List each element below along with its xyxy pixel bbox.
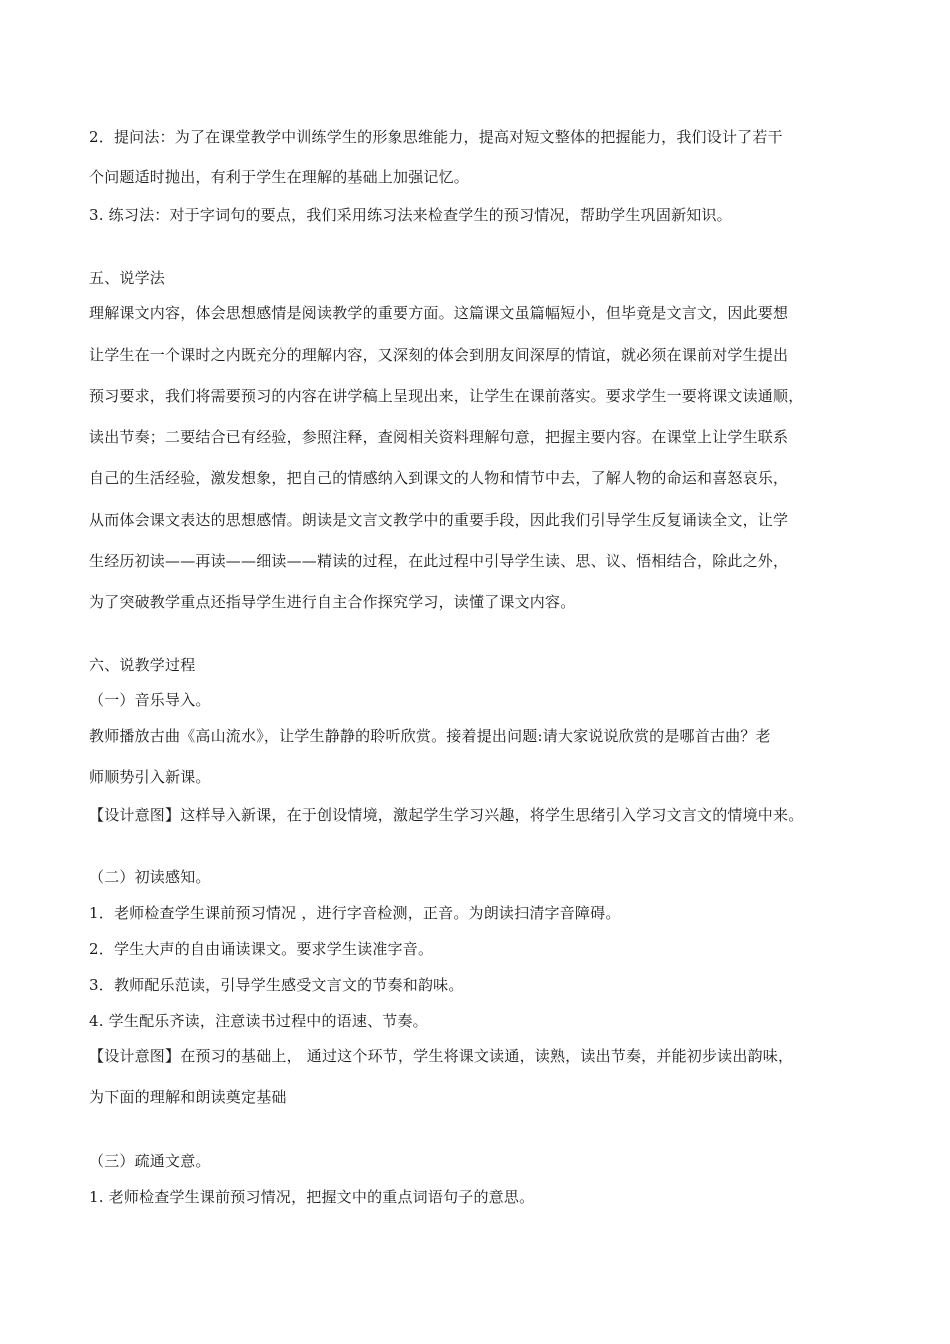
step-2-design-intent-line-1: 【设计意图】在预习的基础上， 通过这个环节，学生将课文读通，读熟，读出节奏，并能初步读出韵味， xyxy=(89,1047,794,1065)
step-2-item-4: 4. 学生配乐齐读，注意读书过程中的语速、节奏。 xyxy=(89,1012,428,1030)
step-1-line-1: 教师播放古曲《高山流水》，让学生静静的聆听欣赏。接着提出问题:请大家说说欣赏的是哪首古曲？老 xyxy=(89,727,771,745)
section-5-paragraph-line-7: 生经历初读——再读——细读——精读的过程，在此过程中引导学生读、思、议、悟相结合，除此之外， xyxy=(89,552,789,570)
step-2-item-3: 3．教师配乐范读，引导学生感受文言文的节奏和韵味。 xyxy=(89,976,464,994)
section-5-paragraph-line-5: 自己的生活经验，激发想象，把自己的情感纳入到课文的人物和情节中去，了解人物的命运和喜怒哀乐， xyxy=(89,469,789,487)
method-3-line: 3. 练习法：对于字词句的要点，我们采用练习法来检查学生的预习情况，帮助学生巩固新知识。 xyxy=(89,206,732,224)
method-2-line-2: 个问题适时抛出，有利于学生在理解的基础上加强记忆。 xyxy=(89,168,470,186)
section-6-heading: 六、说教学过程 xyxy=(89,656,196,674)
section-5-paragraph-line-3: 预习要求，我们将需要预习的内容在讲学稿上呈现出来，让学生在课前落实。要求学生一要将课文读通顺， xyxy=(89,387,804,405)
step-2-item-1: 1．老师检查学生课前预习情况 ，进行字音检测，正音。为朗读扫清字音障碍。 xyxy=(89,904,621,922)
section-5-paragraph-line-1: 理解课文内容，体会思想感情是阅读教学的重要方面。这篇课文虽篇幅短小，但毕竟是文言文，因此要想 xyxy=(89,304,789,322)
section-5-paragraph-line-2: 让学生在一个课时之内既充分的理解内容，又深刻的体会到朋友间深厚的情谊，就必须在课前对学生提出 xyxy=(89,346,789,364)
step-2-design-intent-line-2: 为下面的理解和朗读奠定基础 xyxy=(89,1088,287,1106)
step-3-item-1: 1. 老师检查学生课前预习情况，把握文中的重点词语句子的意思。 xyxy=(89,1188,535,1206)
method-2-line-1: 2．提问法：为了在课堂教学中训练学生的形象思维能力，提高对短文整体的把握能力，我们设计了若干 xyxy=(89,128,783,146)
step-1-line-2: 师顺势引入新课。 xyxy=(89,768,211,786)
step-1-design-intent: 【设计意图】这样导入新课，在于创设情境，激起学生学习兴趣，将学生思绪引入学习文言文的情境中来。 xyxy=(89,806,804,824)
section-5-heading: 五、说学法 xyxy=(89,269,166,287)
step-3-heading: （三）疏通文意。 xyxy=(89,1152,211,1170)
step-1-heading: （一）音乐导入。 xyxy=(89,691,211,709)
section-5-paragraph-line-6: 从而体会课文表达的思想感情。朗读是文言文教学中的重要手段，因此我们引导学生反复诵读全文，让学 xyxy=(89,511,789,529)
step-2-item-2: 2．学生大声的自由诵读课文。要求学生读准字音。 xyxy=(89,940,434,958)
section-5-paragraph-line-8: 为了突破教学重点还指导学生进行自主合作探究学习，读懂了课文内容。 xyxy=(89,593,576,611)
section-5-paragraph-line-4: 读出节奏；二要结合已有经验，参照注释，查阅相关资料理解句意，把握主要内容。在课堂上让学生联系 xyxy=(89,428,789,446)
step-2-heading: （二）初读感知。 xyxy=(89,868,211,886)
